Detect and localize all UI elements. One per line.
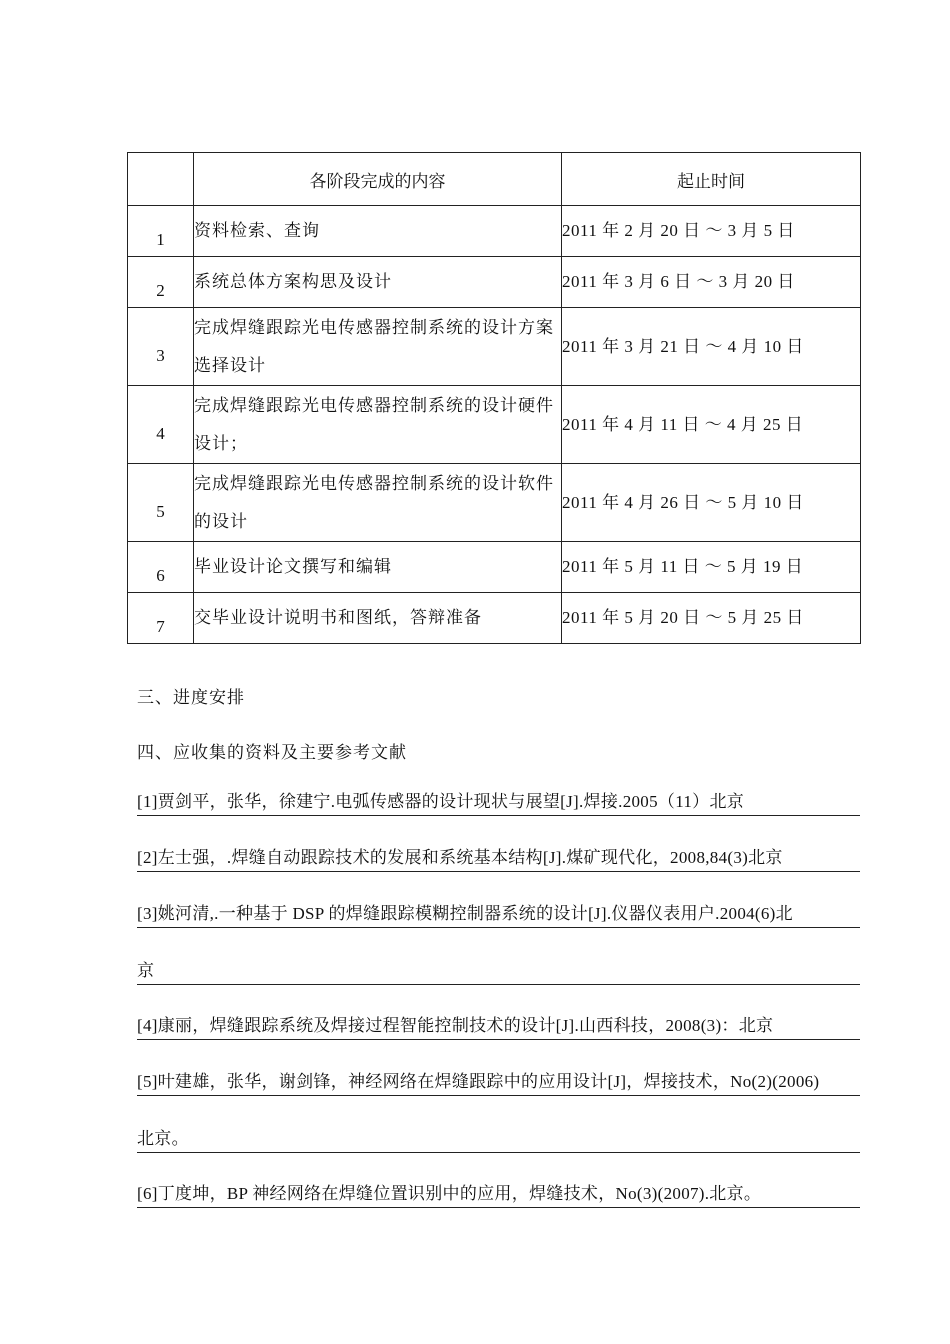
reference-text: [1]贾剑平，张华，徐建宁.电弧传感器的设计现状与展望[J].焊接.2005（11）北京 [137, 789, 860, 816]
reference-text: [4]康丽，焊缝跟踪系统及焊接过程智能控制技术的设计[J].山西科技，2008(3)：北京 [137, 1013, 860, 1040]
reference-item [137, 1013, 860, 1040]
row-content: 完成焊缝跟踪光电传感器控制系统的设计硬件设计； [194, 386, 562, 464]
row-number: 5 [128, 464, 194, 542]
table-row [128, 308, 861, 386]
row-content: 毕业设计论文撰写和编辑 [194, 542, 562, 593]
schedule-table [127, 152, 861, 644]
reference-text-continued: 京 [137, 958, 860, 985]
row-time: 2011 年 3 月 21 日 ～ 4 月 10 日 [562, 308, 861, 386]
row-time: 2011 年 2 月 20 日 ～ 3 月 5 日 [562, 206, 861, 257]
reference-item [137, 1181, 860, 1208]
row-content: 交毕业设计说明书和图纸，答辩准备 [194, 593, 562, 644]
reference-text: [5]叶建雄，张华，谢剑锋，神经网络在焊缝跟踪中的应用设计[J]，焊接技术，No(2)(2006) [137, 1069, 860, 1096]
row-content: 完成焊缝跟踪光电传感器控制系统的设计方案选择设计 [194, 308, 562, 386]
header-num [128, 153, 194, 206]
row-content: 资料检索、查询 [194, 206, 562, 257]
table-row [128, 464, 861, 542]
row-time: 2011 年 4 月 26 日 ～ 5 月 10 日 [562, 464, 861, 542]
table-row [128, 593, 861, 644]
reference-item [137, 901, 860, 985]
row-time: 2011 年 5 月 20 日 ～ 5 月 25 日 [562, 593, 861, 644]
row-time: 2011 年 3 月 6 日 ～ 3 月 20 日 [562, 257, 861, 308]
reference-item [137, 789, 860, 816]
row-number: 7 [128, 593, 194, 644]
table-row [128, 386, 861, 464]
row-time: 2011 年 4 月 11 日 ～ 4 月 25 日 [562, 386, 861, 464]
row-time: 2011 年 5 月 11 日 ～ 5 月 19 日 [562, 542, 861, 593]
reference-item [137, 845, 860, 872]
table-row [128, 542, 861, 593]
row-number: 2 [128, 257, 194, 308]
row-number: 4 [128, 386, 194, 464]
reference-text: [6]丁度坤，BP 神经网络在焊缝位置识别中的应用，焊缝技术，No(3)(2007).北京。 [137, 1181, 860, 1208]
header-content: 各阶段完成的内容 [194, 153, 562, 206]
header-time: 起止时间 [562, 153, 861, 206]
row-content: 完成焊缝跟踪光电传感器控制系统的设计软件的设计 [194, 464, 562, 542]
row-number: 1 [128, 206, 194, 257]
row-content: 系统总体方案构思及设计 [194, 257, 562, 308]
reference-text: [3]姚河清,.一种基于 DSP 的焊缝跟踪模糊控制器系统的设计[J].仪器仪表用户.2004(6)北 [137, 901, 860, 928]
row-number: 3 [128, 308, 194, 386]
reference-text: [2]左士强，.焊缝自动跟踪技术的发展和系统基本结构[J].煤矿现代化，2008,84(3)北京 [137, 845, 860, 872]
table-row [128, 257, 861, 308]
row-number: 6 [128, 542, 194, 593]
section-progress-heading: 三、进度安排 [137, 688, 245, 707]
table-row [128, 206, 861, 257]
reference-item [137, 1069, 860, 1153]
reference-text-continued: 北京。 [137, 1126, 860, 1153]
table-header-row [128, 153, 861, 206]
section-references-heading: 四、应收集的资料及主要参考文献 [137, 743, 407, 762]
